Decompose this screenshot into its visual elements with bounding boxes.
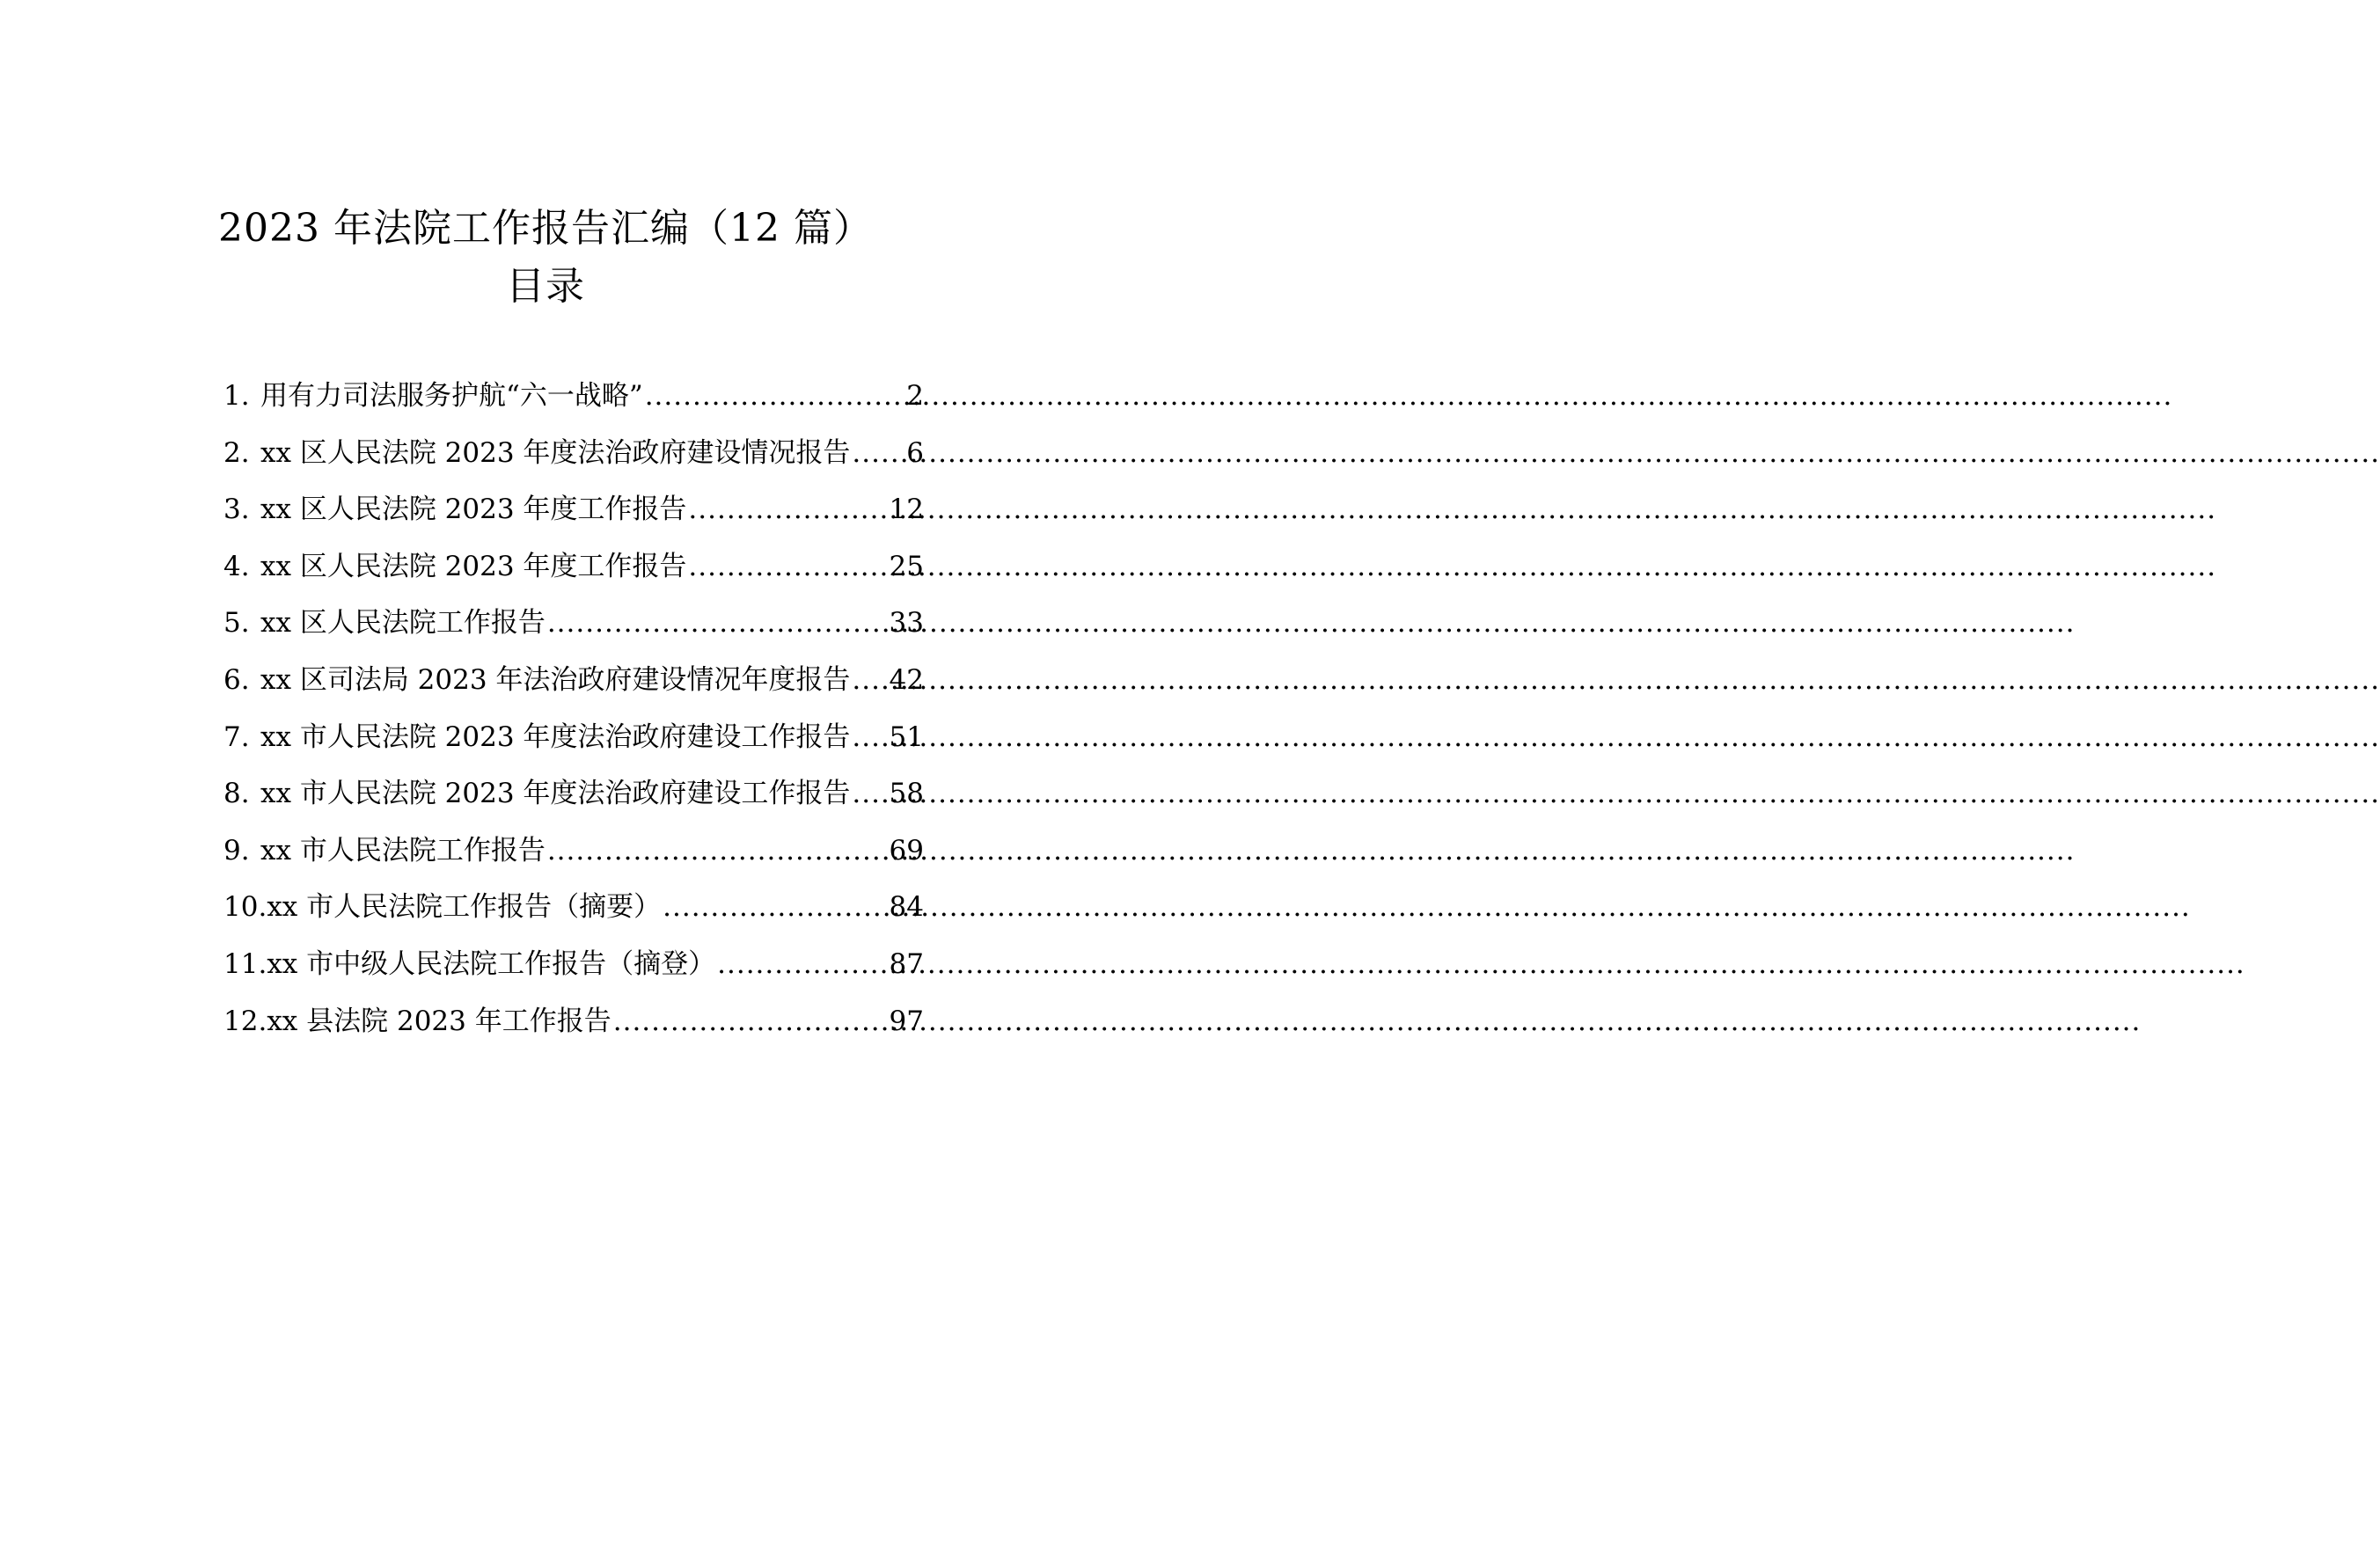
toc-entry-title: xx 区人民法院 2023 年度法治政府建设情况报告 [260, 436, 851, 469]
toc-leader-dots [852, 720, 887, 755]
toc-entry-title: xx 区人民法院工作报告 [260, 607, 546, 640]
toc-entry-11[interactable] [223, 947, 924, 1004]
toc-entry-title: 用有力司法服务护航“六一战略” [260, 380, 643, 412]
toc-entry-number: 6. [223, 663, 250, 696]
toc-entry-5[interactable] [223, 605, 924, 662]
table-of-contents [223, 378, 924, 1060]
toc-entry-page: 12 [889, 494, 924, 526]
toc-entry-page: 33 [889, 607, 924, 640]
toc-entry-page: 87 [889, 947, 924, 980]
toc-leader-dots [852, 435, 904, 471]
toc-entry-page: 51 [889, 720, 924, 753]
toc-entry-3[interactable] [223, 492, 924, 549]
toc-entry-12[interactable] [223, 1004, 924, 1061]
toc-entry-4[interactable] [223, 549, 924, 606]
toc-entry-number: 11. [223, 947, 267, 980]
toc-leader-dots [852, 662, 887, 698]
toc-entry-6[interactable] [223, 662, 924, 720]
toc-entry-number: 12. [223, 1005, 267, 1037]
toc-entry-title: xx 区人民法院 2023 年度工作报告 [260, 494, 687, 526]
toc-leader-dots [547, 605, 888, 640]
toc-entry-number: 9. [223, 834, 250, 867]
toc-entry-10[interactable] [223, 889, 924, 947]
document-page [0, 0, 1091, 1543]
toc-entry-title: xx 市中级人民法院工作报告（摘登） [267, 947, 716, 980]
toc-entry-page: 42 [889, 663, 924, 696]
toc-entry-number: 10. [223, 891, 267, 924]
toc-leader-dots [688, 492, 887, 527]
toc-entry-page: 6 [906, 436, 924, 469]
toc-entry-8[interactable] [223, 776, 924, 833]
toc-leader-dots [688, 549, 887, 584]
toc-entry-page: 58 [889, 778, 924, 810]
toc-entry-7[interactable] [223, 720, 924, 777]
toc-entry-page: 69 [889, 834, 924, 867]
toc-entry-title: xx 市人民法院工作报告（摘要） [267, 891, 662, 924]
toc-entry-number: 3. [223, 494, 250, 526]
toc-leader-dots [645, 378, 905, 413]
toc-leader-dots [852, 776, 887, 811]
toc-entry-page: 84 [889, 891, 924, 924]
toc-leader-dots [717, 947, 887, 982]
toc-entry-2[interactable] [223, 435, 924, 493]
toc-leader-dots [663, 889, 887, 925]
toc-entry-title: xx 县法院 2023 年工作报告 [267, 1005, 611, 1037]
toc-entry-title: xx 市人民法院工作报告 [260, 834, 546, 867]
toc-heading: 目录 [506, 264, 585, 309]
toc-entry-number: 7. [223, 720, 250, 753]
toc-entry-9[interactable] [223, 833, 924, 890]
toc-entry-page: 2 [906, 380, 924, 412]
document-title: 2023 年法院工作报告汇编（12 篇） [218, 206, 873, 251]
toc-leader-dots [613, 1004, 888, 1039]
toc-leader-dots [547, 833, 888, 868]
toc-entry-title: xx 市人民法院 2023 年度法治政府建设工作报告 [260, 778, 851, 810]
toc-entry-number: 5. [223, 607, 250, 640]
toc-entry-number: 2. [223, 436, 250, 469]
toc-entry-number: 1. [223, 380, 250, 412]
toc-entry-title: xx 区司法局 2023 年法治政府建设情况年度报告 [260, 663, 851, 696]
toc-entry-number: 8. [223, 778, 250, 810]
toc-entry-number: 4. [223, 550, 250, 582]
toc-entry-title: xx 区人民法院 2023 年度工作报告 [260, 550, 687, 582]
toc-entry-title: xx 市人民法院 2023 年度法治政府建设工作报告 [260, 720, 851, 753]
toc-entry-1[interactable] [223, 378, 924, 435]
toc-entry-page: 25 [889, 550, 924, 582]
toc-entry-page: 97 [889, 1005, 924, 1037]
